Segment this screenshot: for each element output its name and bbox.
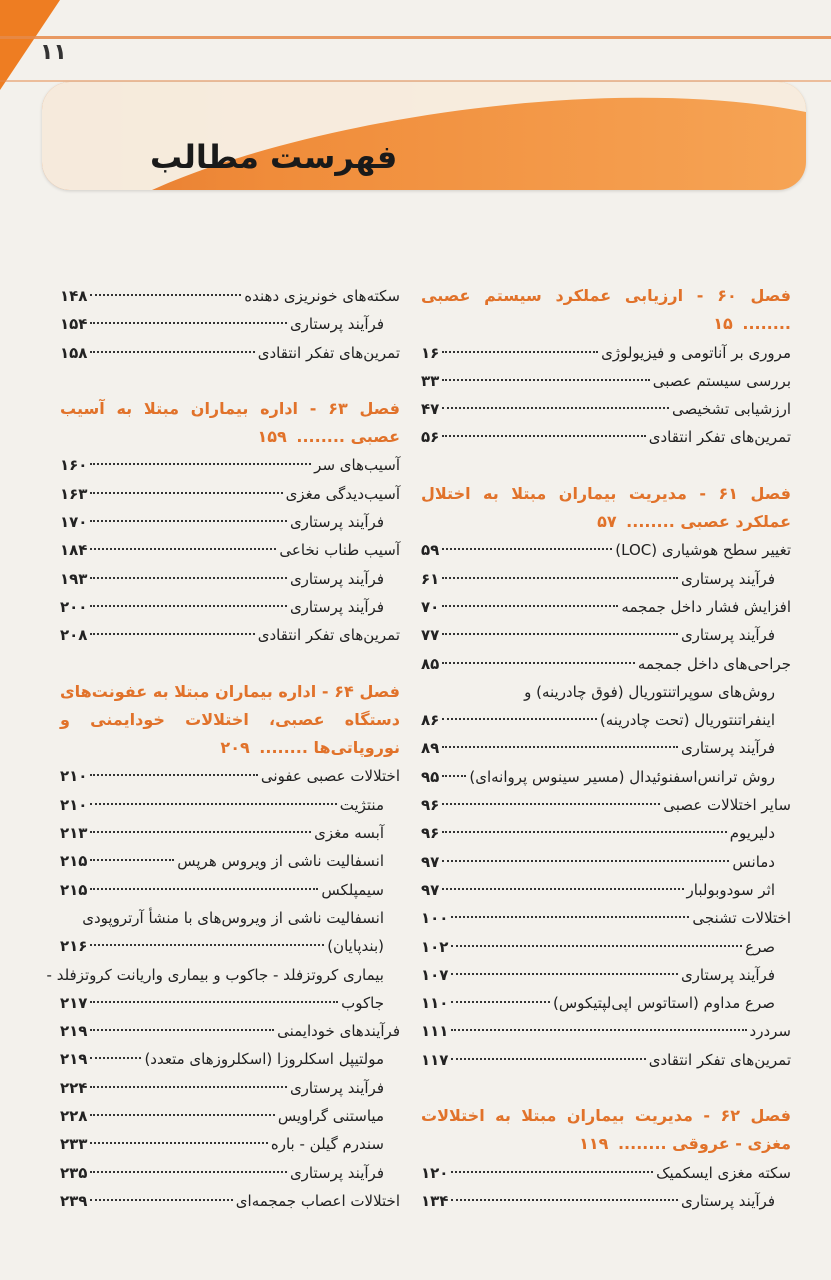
toc-page-number: ۲۱۶ (60, 937, 88, 956)
toc-leader-dots (442, 831, 726, 833)
toc-entry-title: اختلالات اعصاب جمجمه‌ای (235, 1191, 400, 1210)
toc-page-number: ۲۱۵ (60, 880, 88, 899)
chapter-leader-dots: ........ (620, 512, 681, 532)
page-number: ۱۱ (40, 40, 67, 65)
chapter-title: فصل ۶۱ - مدیریت بیماران مبتلا به اختلال عملکرد عصبی (421, 483, 791, 532)
toc-entry-title: فرآیند پرستاری (289, 1163, 384, 1182)
toc-entry[interactable] (60, 932, 400, 960)
toc-entry[interactable] (60, 876, 400, 904)
toc-entry[interactable] (421, 339, 791, 367)
toc-entry[interactable] (421, 876, 791, 904)
chapter-heading[interactable] (421, 480, 791, 537)
toc-page-number: ۲۱۹ (60, 1022, 88, 1041)
toc-entry-title: اختلالات عصبی عفونی (260, 767, 400, 786)
section-gap (60, 650, 400, 678)
toc-entry[interactable] (421, 706, 791, 734)
toc-entry[interactable] (60, 1074, 400, 1102)
toc-entry-title: فرآیند پرستاری (289, 569, 384, 588)
toc-page-number: ۸۹ (421, 739, 440, 758)
toc-leader-dots (451, 1171, 653, 1173)
toc-entry-title: مروری بر آناتومی و فیزیولوژی (601, 343, 791, 362)
chapter-page-number: ۵۷ (597, 512, 617, 532)
toc-entry[interactable] (421, 848, 791, 876)
toc-leader-dots (90, 1057, 141, 1059)
toc-leader-dots (90, 774, 257, 776)
toc-leader-dots (90, 351, 254, 353)
chapter-page-number: ۱۵ (713, 314, 733, 334)
toc-page-number: ۱۹۳ (60, 569, 88, 588)
toc-leader-dots (442, 379, 649, 381)
toc-entry[interactable] (60, 819, 400, 847)
toc-entry[interactable] (421, 650, 791, 678)
toc-entry-title: دمانس (732, 852, 775, 871)
toc-entry-title: سکته مغزی ایسکمیک (656, 1163, 791, 1182)
toc-leader-dots (442, 860, 729, 862)
chapter-heading[interactable] (60, 395, 400, 452)
toc-entry[interactable] (421, 621, 791, 649)
toc-entry-title: فرآیند پرستاری (680, 569, 775, 588)
toc-entry[interactable] (421, 536, 791, 564)
toc-leader-dots (90, 1086, 286, 1088)
toc-entry-title: صرع (745, 937, 775, 956)
toc-leader-dots (90, 1001, 338, 1003)
toc-entry-title: فرآیند پرستاری (680, 965, 775, 984)
toc-leader-dots (90, 463, 311, 465)
toc-page-number: ۲۳۹ (60, 1191, 88, 1210)
toc-page-number: ۲۱۵ (60, 852, 88, 871)
toc-entry-title: روش ترانس‌اسفنوئیدال (مسیر سینوس پروانه‌ای) (469, 767, 775, 786)
toc-page-number: ۱۴۸ (60, 287, 88, 305)
toc-leader-dots (90, 803, 336, 805)
toc-entry-title: افزایش فشار داخل جمجمه (621, 597, 791, 616)
toc-leader-dots (442, 718, 597, 720)
toc-column-right (421, 282, 791, 1215)
toc-leader-dots (90, 520, 286, 522)
toc-page-number: ۸۶ (421, 711, 440, 730)
toc-entry[interactable] (421, 1159, 791, 1187)
toc-entry-title: صرع مداوم (استاتوس اپی‌لپتیکوس) (553, 994, 775, 1013)
toc-entry[interactable] (421, 734, 791, 762)
toc-page-number: ۱۵۸ (60, 343, 88, 362)
toc-entry-title: بیماری کروتزفلد - جاکوب و بیماری واریانت کروتزفلد - (46, 965, 384, 984)
toc-leader-dots (90, 859, 174, 861)
toc-page-number: ۲۲۸ (60, 1107, 88, 1126)
chapter-page-number: ۲۰۹ (220, 738, 250, 758)
chapter-heading[interactable] (421, 282, 791, 339)
toc-leader-dots (451, 916, 689, 918)
toc-entry-title: سیمپلکس (321, 880, 384, 899)
toc-page-number: ۱۶۳ (60, 484, 88, 503)
toc-entry-title: تغییر سطح هوشیاری (LOC) (615, 541, 791, 560)
toc-page-number: ۱۱۷ (421, 1050, 449, 1069)
toc-entry-title: اثر سودوبولبار (686, 880, 775, 899)
toc-page-number: ۹۵ (421, 767, 440, 786)
toc-page-number: ۲۱۰ (60, 795, 88, 814)
toc-entry-title: انسفالیت ناشی از ویروس هرپس (177, 852, 384, 871)
toc-entry[interactable] (60, 1017, 400, 1045)
toc-page-number: ۱۸۴ (60, 541, 88, 560)
toc-entry[interactable] (60, 508, 400, 536)
toc-entry[interactable] (60, 536, 400, 564)
toc-page-number: ۲۱۰ (60, 767, 88, 786)
toc-page-number: ۹۶ (421, 796, 440, 815)
section-gap (421, 452, 791, 480)
toc-entry-title: فرآیند پرستاری (289, 1078, 384, 1097)
toc-entry[interactable] (60, 1187, 400, 1215)
toc-entry-title: فرآیند پرستاری (680, 626, 775, 645)
toc-page-number: ۹۷ (421, 880, 440, 899)
toc-leader-dots (451, 1001, 550, 1003)
toc-entry[interactable] (60, 847, 400, 875)
toc-entry-title: روش‌های سوپراتنتوریال (فوق چادرینه) و (524, 682, 775, 701)
toc-page-number: ۷۰ (421, 597, 440, 616)
toc-entry-title: تمرین‌های تفکر انتقادی (257, 626, 400, 645)
toc-leader-dots (442, 605, 618, 607)
toc-entry[interactable] (421, 593, 791, 621)
toc-leader-dots (442, 775, 466, 777)
toc-leader-dots (90, 294, 241, 296)
toc-entry-title: فرآیند پرستاری (289, 597, 384, 616)
toc-entry[interactable] (60, 310, 400, 338)
toc-entry[interactable] (421, 989, 791, 1017)
chapter-leader-dots: ........ (736, 314, 791, 334)
toc-leader-dots (442, 435, 645, 437)
toc-entry-title: آبسه مغزی (314, 824, 384, 843)
toc-entry-title: دلیریوم (729, 824, 775, 843)
chapter-page-number: ۱۱۹ (579, 1134, 609, 1154)
toc-leader-dots (442, 803, 660, 805)
toc-entry[interactable] (60, 451, 400, 479)
toc-entry[interactable] (60, 791, 400, 819)
toc-leader-dots (90, 1142, 267, 1144)
toc-leader-dots (90, 605, 286, 607)
toc-page-number: ۷۷ (421, 626, 440, 645)
toc-leader-dots (442, 746, 678, 748)
toc-page-number: ۱۶۰ (60, 456, 88, 475)
toc-leader-dots (451, 1058, 645, 1060)
toc-entry-title: انسفالیت ناشی از ویروس‌های با منشأ آرتروپودی (82, 908, 384, 927)
toc-page-number: ۱۳۴ (421, 1191, 449, 1210)
toc-leader-dots (90, 492, 282, 494)
toc-entry-title: تمرین‌های تفکر انتقادی (648, 428, 791, 447)
toc-leader-dots (90, 1029, 274, 1031)
toc-entry-title: سکته‌های خونریزی دهنده (244, 287, 400, 305)
toc-entry-title: منتژیت (339, 795, 384, 814)
toc-entry[interactable] (60, 1045, 400, 1073)
toc-column-left (46, 282, 401, 1215)
toc-leader-dots (442, 633, 678, 635)
toc-leader-dots (442, 548, 612, 550)
toc-entry-title: فرآیند پرستاری (289, 513, 384, 532)
toc-leader-dots (442, 577, 678, 579)
toc-leader-dots (90, 633, 254, 635)
toc-page-number: ۹۷ (421, 852, 440, 871)
toc-entry[interactable] (421, 791, 791, 819)
toc-page-number: ۱۶ (421, 343, 440, 362)
toc-entry-title: فرآیندهای خودایمنی (277, 1022, 400, 1041)
toc-leader-dots (451, 973, 677, 975)
toc-page-number: ۱۱۰ (421, 994, 449, 1013)
toc-entry-title: جاکوب (341, 993, 384, 1012)
toc-entry[interactable] (60, 1130, 400, 1158)
toc-page-number: ۱۱۱ (421, 1022, 449, 1041)
toc-page-number: ۲۰۰ (60, 597, 88, 616)
toc-leader-dots (442, 888, 683, 890)
toc-entry[interactable] (60, 621, 400, 649)
toc-entry-title: سایر اختلالات عصبی (663, 796, 791, 815)
toc-entry-title: آسیب‌های سر (314, 456, 400, 475)
toc-entry-title: سردرد (749, 1022, 791, 1041)
toc-entry[interactable] (421, 1046, 791, 1074)
header-rule (0, 36, 831, 39)
chapter-leader-dots: ........ (253, 738, 314, 758)
toc-page-number: ۱۰۷ (421, 965, 449, 984)
toc-entry-title: میاستنی گراویس (277, 1107, 384, 1126)
chapter-title: فصل ۶۳ - اداره بیماران مبتلا به آسیب عصبی (60, 398, 401, 447)
toc-leader-dots (90, 831, 311, 833)
toc-entry[interactable] (421, 1187, 791, 1215)
toc-page-number: ۴۷ (421, 400, 440, 419)
toc-entry[interactable] (60, 565, 400, 593)
toc-entry-title: بررسی سیستم عصبی (652, 371, 791, 390)
toc-entry-title: جراحی‌های داخل جمجمه (637, 654, 791, 673)
toc-page-number: ۲۱۷ (60, 993, 88, 1012)
toc-page-number: ۵۶ (421, 428, 440, 447)
toc-entry[interactable] (60, 1159, 400, 1187)
toc-page-number: ۵۹ (421, 541, 440, 560)
toc-page-number: ۶۱ (421, 569, 440, 588)
toc-entry-title: تمرین‌های تفکر انتقادی (648, 1050, 791, 1069)
toc-entry-title: فرآیند پرستاری (680, 739, 775, 758)
toc-entry-title: آسیب‌دیدگی مغزی (285, 484, 400, 503)
toc-page-number: ۹۶ (421, 824, 440, 843)
toc-entry[interactable] (60, 593, 400, 621)
toc-entry[interactable] (421, 423, 791, 451)
toc-page-number: ۸۵ (421, 654, 440, 673)
chapter-heading[interactable] (60, 678, 400, 763)
toc-entry-title: اختلالات تشنجی (692, 909, 791, 928)
toc-entry[interactable] (421, 395, 791, 423)
toc-entry[interactable] (421, 1017, 791, 1045)
toc-leader-dots (451, 945, 742, 947)
toc-leader-dots (90, 1171, 286, 1173)
toc-entry[interactable] (421, 933, 791, 961)
toc-entry[interactable] (421, 961, 791, 989)
toc-entry[interactable] (60, 904, 400, 932)
toc-entry-title: مولتیپل اسکلروزا (اسکلروزهای متعدد) (144, 1050, 384, 1069)
toc-page-number: ۲۳۵ (60, 1163, 88, 1182)
toc-leader-dots (90, 577, 286, 579)
toc-page-number: ۲۱۳ (60, 824, 88, 843)
toc-page-number: ۱۷۰ (60, 513, 88, 532)
chapter-leader-dots: ........ (612, 1134, 673, 1154)
toc-entry[interactable] (60, 339, 400, 367)
toc-page-number: ۱۰۲ (421, 937, 449, 956)
toc-page-number: ۲۰۸ (60, 626, 88, 645)
toc-page-number: ۲۲۴ (60, 1078, 88, 1097)
toc-leader-dots (451, 1199, 677, 1201)
toc-entry[interactable] (60, 1102, 400, 1130)
section-gap (60, 367, 400, 395)
toc-entry[interactable] (421, 367, 791, 395)
toc-entry-title: آسیب طناب نخاعی (279, 541, 400, 560)
section-gap (421, 1074, 791, 1102)
toc-entry-title: ارزشیابی تشخیصی (671, 400, 791, 419)
toc-leader-dots (442, 407, 669, 409)
toc-entry-title: تمرین‌های تفکر انتقادی (257, 343, 400, 362)
toc-leader-dots (90, 1199, 232, 1201)
toc-entry-title: فرآیند پرستاری (680, 1191, 775, 1210)
toc-entry[interactable] (421, 904, 791, 932)
chapter-title: فصل ۶۴ - اداره بیماران مبتلا به عفونت‌های دستگاه عصبی، اختلالات خودایمنی و نوروپاتی‌ها (60, 681, 400, 758)
toc-entry-title: اینفراتنتوریال (تحت چادرینه) (599, 711, 775, 730)
chapter-page-number: ۱۵۹ (257, 427, 287, 447)
toc-entry[interactable] (60, 282, 400, 310)
toc-entry[interactable] (421, 763, 791, 791)
toc-page-number: ۱۲۰ (421, 1163, 449, 1182)
toc-leader-dots (90, 322, 286, 324)
toc-entry[interactable] (60, 989, 400, 1017)
chapter-heading[interactable] (421, 1102, 791, 1159)
toc-leader-dots (442, 351, 598, 353)
toc-entry[interactable] (421, 565, 791, 593)
toc-entry[interactable] (421, 678, 791, 706)
toc-leader-dots (90, 1114, 274, 1116)
toc-page-number: ۱۵۴ (60, 315, 88, 334)
toc-page-number: ۲۳۳ (60, 1135, 88, 1154)
toc-entry[interactable] (60, 762, 400, 790)
toc-page-number: ۳۳ (421, 371, 440, 390)
page-title: فهرست مطالب (150, 138, 398, 176)
toc-entry-title: سندرم گیلن - باره (270, 1135, 384, 1154)
toc-entry[interactable] (421, 819, 791, 847)
toc-leader-dots (442, 662, 635, 664)
toc-entry-title: فرآیند پرستاری (289, 315, 384, 334)
toc-leader-dots (90, 944, 324, 946)
chapter-title: فصل ۶۲ - مدیریت بیماران مبتلا به اختلالات مغزی - عروقی (421, 1106, 791, 1154)
toc-entry[interactable] (60, 480, 400, 508)
toc-leader-dots (90, 888, 318, 890)
chapter-leader-dots: ........ (290, 427, 351, 447)
toc-page-number: ۱۰۰ (421, 909, 449, 928)
toc-entry-title: (بندپایان) (327, 937, 384, 956)
chapter-title: فصل ۶۰ - ارزیابی عملکرد سیستم عصبی (421, 286, 792, 305)
toc-entry[interactable] (46, 961, 400, 989)
toc-page-number: ۲۱۹ (60, 1050, 88, 1069)
toc-leader-dots (451, 1029, 746, 1031)
toc-leader-dots (90, 548, 276, 550)
